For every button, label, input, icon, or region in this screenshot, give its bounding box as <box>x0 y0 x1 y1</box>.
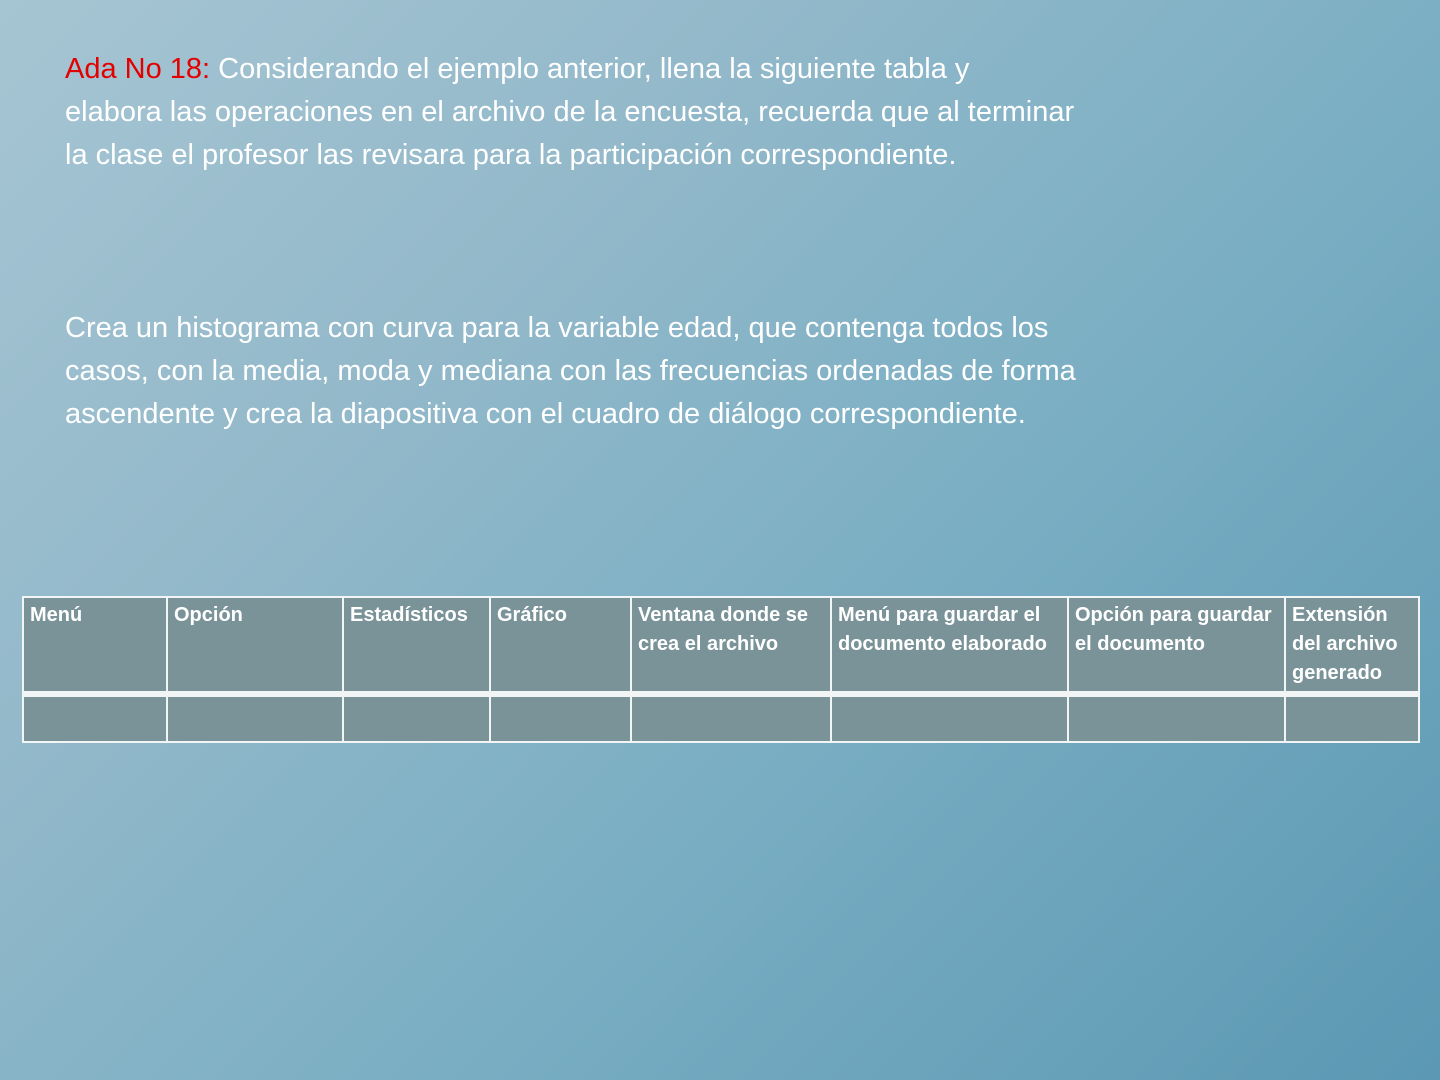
table-cell[interactable] <box>167 694 343 742</box>
activity-label: Ada No 18: <box>65 53 211 85</box>
answer-table <box>22 596 1420 743</box>
table-cell[interactable] <box>631 694 831 742</box>
table-cell[interactable] <box>1285 694 1419 742</box>
header-cell: Ventana donde se crea el archivo <box>631 597 831 694</box>
instruction-paragraph: Ada No 18: Considerando el ejemplo anterior, llena la siguiente tabla y elabora las operaciones en el archivo de la encuesta, recuerda que al terminar la clase el profesor las revisara para la participación correspondiente. <box>65 53 1075 171</box>
table-cell[interactable] <box>1068 694 1285 742</box>
table-cell[interactable] <box>343 694 490 742</box>
header-cell: Extensión del archivo generado <box>1285 597 1419 694</box>
table-header-row <box>23 597 1419 694</box>
table-cell[interactable] <box>490 694 631 742</box>
table-row <box>23 694 1419 742</box>
header-cell: Menú para guardar el documento elaborado <box>831 597 1068 694</box>
header-cell: Menú <box>23 597 167 694</box>
header-cell: Estadísticos <box>343 597 490 694</box>
table-cell[interactable] <box>831 694 1068 742</box>
header-cell: Opción <box>167 597 343 694</box>
task-paragraph: Crea un histograma con curva para la variable edad, que contenga todos los casos, con la media, moda y mediana con las frecuencias ordenadas de forma ascendente y crea la diapositiva con el cuadro de diálogo correspondiente. <box>65 312 1076 430</box>
header-cell: Opción para guardar el documento <box>1068 597 1285 694</box>
table-cell[interactable] <box>23 694 167 742</box>
header-cell: Gráfico <box>490 597 631 694</box>
